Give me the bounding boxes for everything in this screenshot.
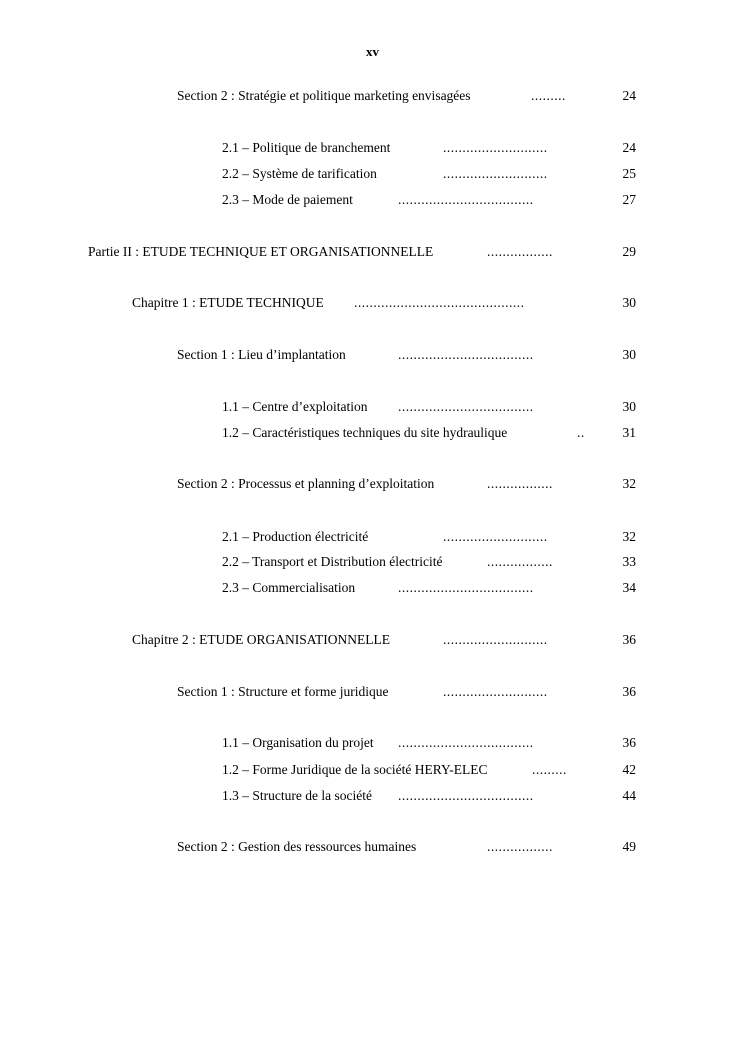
toc-entry-title: 2.1 – Politique de branchement — [222, 140, 391, 155]
toc-entry — [0, 761, 745, 779]
toc-entry-leader: ................. — [487, 476, 553, 491]
toc-entry-page: 36 — [622, 735, 636, 750]
toc-entry-page: 42 — [622, 762, 636, 777]
toc-entry-leader: ........................... — [443, 632, 548, 647]
toc-entry-leader: ................................... — [398, 192, 534, 207]
toc-entry-page: 30 — [622, 295, 636, 310]
toc-entry — [0, 165, 745, 183]
toc-entry — [0, 191, 745, 209]
toc-entry-leader: ........................... — [443, 166, 548, 181]
toc-entry-title: 2.3 – Commercialisation — [222, 580, 356, 595]
toc-entry-leader: ........................... — [443, 140, 548, 155]
toc-entry-leader: ................................... — [398, 580, 534, 595]
toc-entry-page: 27 — [622, 192, 636, 207]
toc-entry — [0, 734, 745, 752]
toc-entry-title: 2.1 – Production électricité — [222, 529, 369, 544]
toc-entry-title: 2.3 – Mode de paiement — [222, 192, 353, 207]
toc-entry-page: 33 — [622, 554, 636, 569]
toc-entry-title: 1.3 – Structure de la société — [222, 788, 372, 803]
toc-entry-page: 44 — [622, 788, 636, 803]
toc-entry — [0, 528, 745, 546]
toc-entry-title: Chapitre 2 : ETUDE ORGANISATIONNELLE — [132, 632, 390, 647]
toc-entry — [0, 838, 745, 856]
toc-entry — [0, 294, 745, 312]
toc-entry-page: 24 — [622, 140, 636, 155]
toc-entry — [0, 424, 745, 442]
toc-entry — [0, 139, 745, 157]
toc-entry-title: Section 2 : Gestion des ressources humaines — [177, 839, 417, 854]
toc-entry — [0, 579, 745, 597]
toc-entry-title: Section 2 : Processus et planning d’exploitation — [177, 476, 435, 491]
toc-entry-leader: ........................... — [443, 684, 548, 699]
toc-entry — [0, 87, 745, 105]
toc-entry — [0, 475, 745, 493]
toc-entry-title: 2.2 – Système de tarification — [222, 166, 377, 181]
toc-entry-title: 1.2 – Caractéristiques techniques du site hydraulique — [222, 425, 508, 440]
toc-entry-page: 30 — [622, 347, 636, 362]
toc-entry-leader: ................. — [487, 244, 553, 259]
toc-entry-title: Section 2 : Stratégie et politique marketing envisagées — [177, 88, 471, 103]
toc-entry-title: Section 1 : Structure et forme juridique — [177, 684, 389, 699]
toc-entry-title: 1.1 – Organisation du projet — [222, 735, 374, 750]
toc-entry-leader: ................................... — [398, 399, 534, 414]
toc-entry-leader: .. — [577, 425, 585, 440]
toc-entry — [0, 243, 745, 261]
toc-entry-title: 1.1 – Centre d’exploitation — [222, 399, 368, 414]
toc-entry-page: 36 — [622, 632, 636, 647]
toc-entry-leader: ......... — [532, 762, 567, 777]
toc-entry-leader: ........................... — [443, 529, 548, 544]
toc-entry — [0, 631, 745, 649]
toc-entry-page: 32 — [622, 476, 636, 491]
toc-entry-page: 25 — [622, 166, 636, 181]
toc-entry-title: Chapitre 1 : ETUDE TECHNIQUE — [132, 295, 324, 310]
page-number: xv — [366, 44, 379, 59]
toc-entry — [0, 787, 745, 805]
toc-entry-title: Partie II : ETUDE TECHNIQUE ET ORGANISATIONNELLE — [88, 244, 434, 259]
toc-entry-page: 32 — [622, 529, 636, 544]
toc-entry-page: 30 — [622, 399, 636, 414]
toc-entry-leader: ............................................ — [354, 295, 525, 310]
toc-entry-leader: ................................... — [398, 788, 534, 803]
toc-entry — [0, 346, 745, 364]
toc-entry-page: 24 — [622, 88, 636, 103]
toc-entry-leader: ......... — [531, 88, 566, 103]
toc-entry-leader: ................................... — [398, 347, 534, 362]
toc-entry — [0, 683, 745, 701]
toc-entry-page: 49 — [622, 839, 636, 854]
toc-entry-title: Section 1 : Lieu d’implantation — [177, 347, 346, 362]
toc-entry-leader: ................. — [487, 554, 553, 569]
toc-entry-page: 34 — [622, 580, 636, 595]
toc-entry-title: 1.2 – Forme Juridique de la société HERY-ELEC — [222, 762, 488, 777]
toc-entry-leader: ................................... — [398, 735, 534, 750]
toc-entry — [0, 553, 745, 571]
toc-entry-title: 2.2 – Transport et Distribution électricité — [222, 554, 443, 569]
toc-entry-page: 36 — [622, 684, 636, 699]
toc-entry-page: 31 — [622, 425, 636, 440]
toc-entry — [0, 398, 745, 416]
toc-entry-leader: ................. — [487, 839, 553, 854]
toc-entry-page: 29 — [622, 244, 636, 259]
